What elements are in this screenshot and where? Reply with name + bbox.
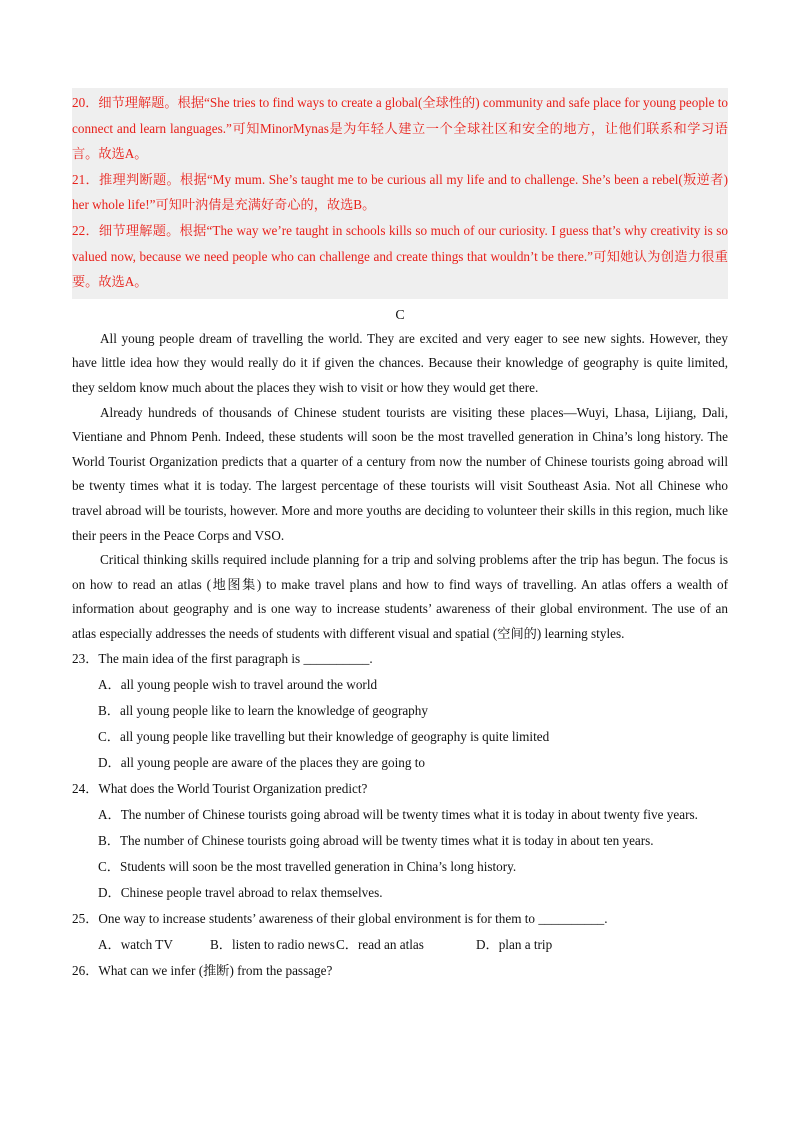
option-b: B．all young people like to learn the knowledge of geography (98, 703, 428, 719)
question-24 (72, 776, 728, 906)
option-d: D．plan a trip (476, 937, 553, 953)
question-25 (72, 906, 728, 958)
option-d: D．Chinese people travel abroad to relax themselves. (98, 885, 383, 901)
option-c: C．read an atlas (336, 937, 424, 953)
option-c: C．all young people like travelling but their knowledge of geography is quite limited (98, 729, 550, 745)
question-stem: 26．What can we infer (推断) from the passage? (72, 963, 333, 979)
question-stem: 24．What does the World Tourist Organization predict? (72, 781, 368, 797)
question-stem: 25．One way to increase students’ awareness of their global environment is for them to __________. (72, 911, 608, 927)
option-a: A．The number of Chinese tourists going abroad will be twenty times what it is today in about twenty five years. (98, 807, 698, 823)
answer-21: 21．推理判断题。根据“My mum. She’s taught me to be curious all my life and to challenge. She’s been a rebel(叛逆者) her whole life!”可知叶汭倩是充满好奇心的，故选B。 (72, 171, 728, 213)
answer-20: 20．细节理解题。根据“She tries to find ways to create a global(全球性的) community and safe place for young people to connect and learn languages.”可知MinorMynas是为年轻人建立一个全球社区和安全的地方，让他们联系和学习语言。故选A。 (72, 95, 728, 162)
section-label: C (395, 307, 405, 323)
question-stem: 23．The main idea of the first paragraph is __________. (72, 651, 373, 667)
options-row (72, 932, 728, 958)
passage-paragraph-3: Critical thinking skills required include planning for a trip and solving problems after the trip has begun. The focus is on how to read an atlas (地图集) to make travel plans and how to find ways of travelling. An atlas offers a wealth of information about geography and is one way to increase students’ awareness of their global environment. The use of an atlas especially addresses the needs of students with different visual and spatial (空间的) learning styles. (72, 552, 728, 641)
option-c: C．Students will soon be the most travelled generation in China’s long history. (98, 859, 517, 875)
passage-paragraph-1: All young people dream of travelling the world. They are excited and very eager to see new sights. However, they have little idea how they would really do it if given the chances. Because their knowledge of geography is quite limited, they seldom know much about the places they wish to visit or how they would get there. (72, 330, 728, 395)
question-23 (72, 646, 728, 776)
option-b: B．listen to radio news (210, 937, 335, 953)
question-26 (72, 958, 728, 984)
option-a: A．all young people wish to travel around the world (98, 677, 378, 693)
answer-22: 22．细节理解题。根据“The way we’re taught in schools kills so much of our curiosity. I guess that’s why creativity is so valued now, because we need people who can challenge and create things that wouldn’t be there.”可知她认为创造力很重要。故选A。 (72, 222, 728, 290)
passage-paragraph-2: Already hundreds of thousands of Chinese student tourists are visiting these places—Wuyi, Lhasa, Lijiang, Dali, Vientiane and Phnom Penh. Indeed, these students will soon be the most travelled generation in China’s long history. The World Tourist Organization predicts that a quarter of a century from now the number of Chinese tourists going abroad will be twenty times what it is today. The largest percentage of these tourists will visit Southeast Asia. Not all Chinese who travel abroad will be tourists, however. More and more youths are deciding to volunteer their skills in this region, much like their peers in the Peace Corps and VSO. (72, 404, 728, 543)
reading-passage (72, 327, 728, 647)
document-page (72, 88, 728, 984)
option-b: B．The number of Chinese tourists going abroad will be twenty times what it is today in about ten years. (98, 833, 654, 849)
option-a: A．watch TV (98, 937, 173, 953)
answer-explanations (72, 88, 728, 299)
option-d: D．all young people are aware of the places they are going to (98, 755, 425, 771)
